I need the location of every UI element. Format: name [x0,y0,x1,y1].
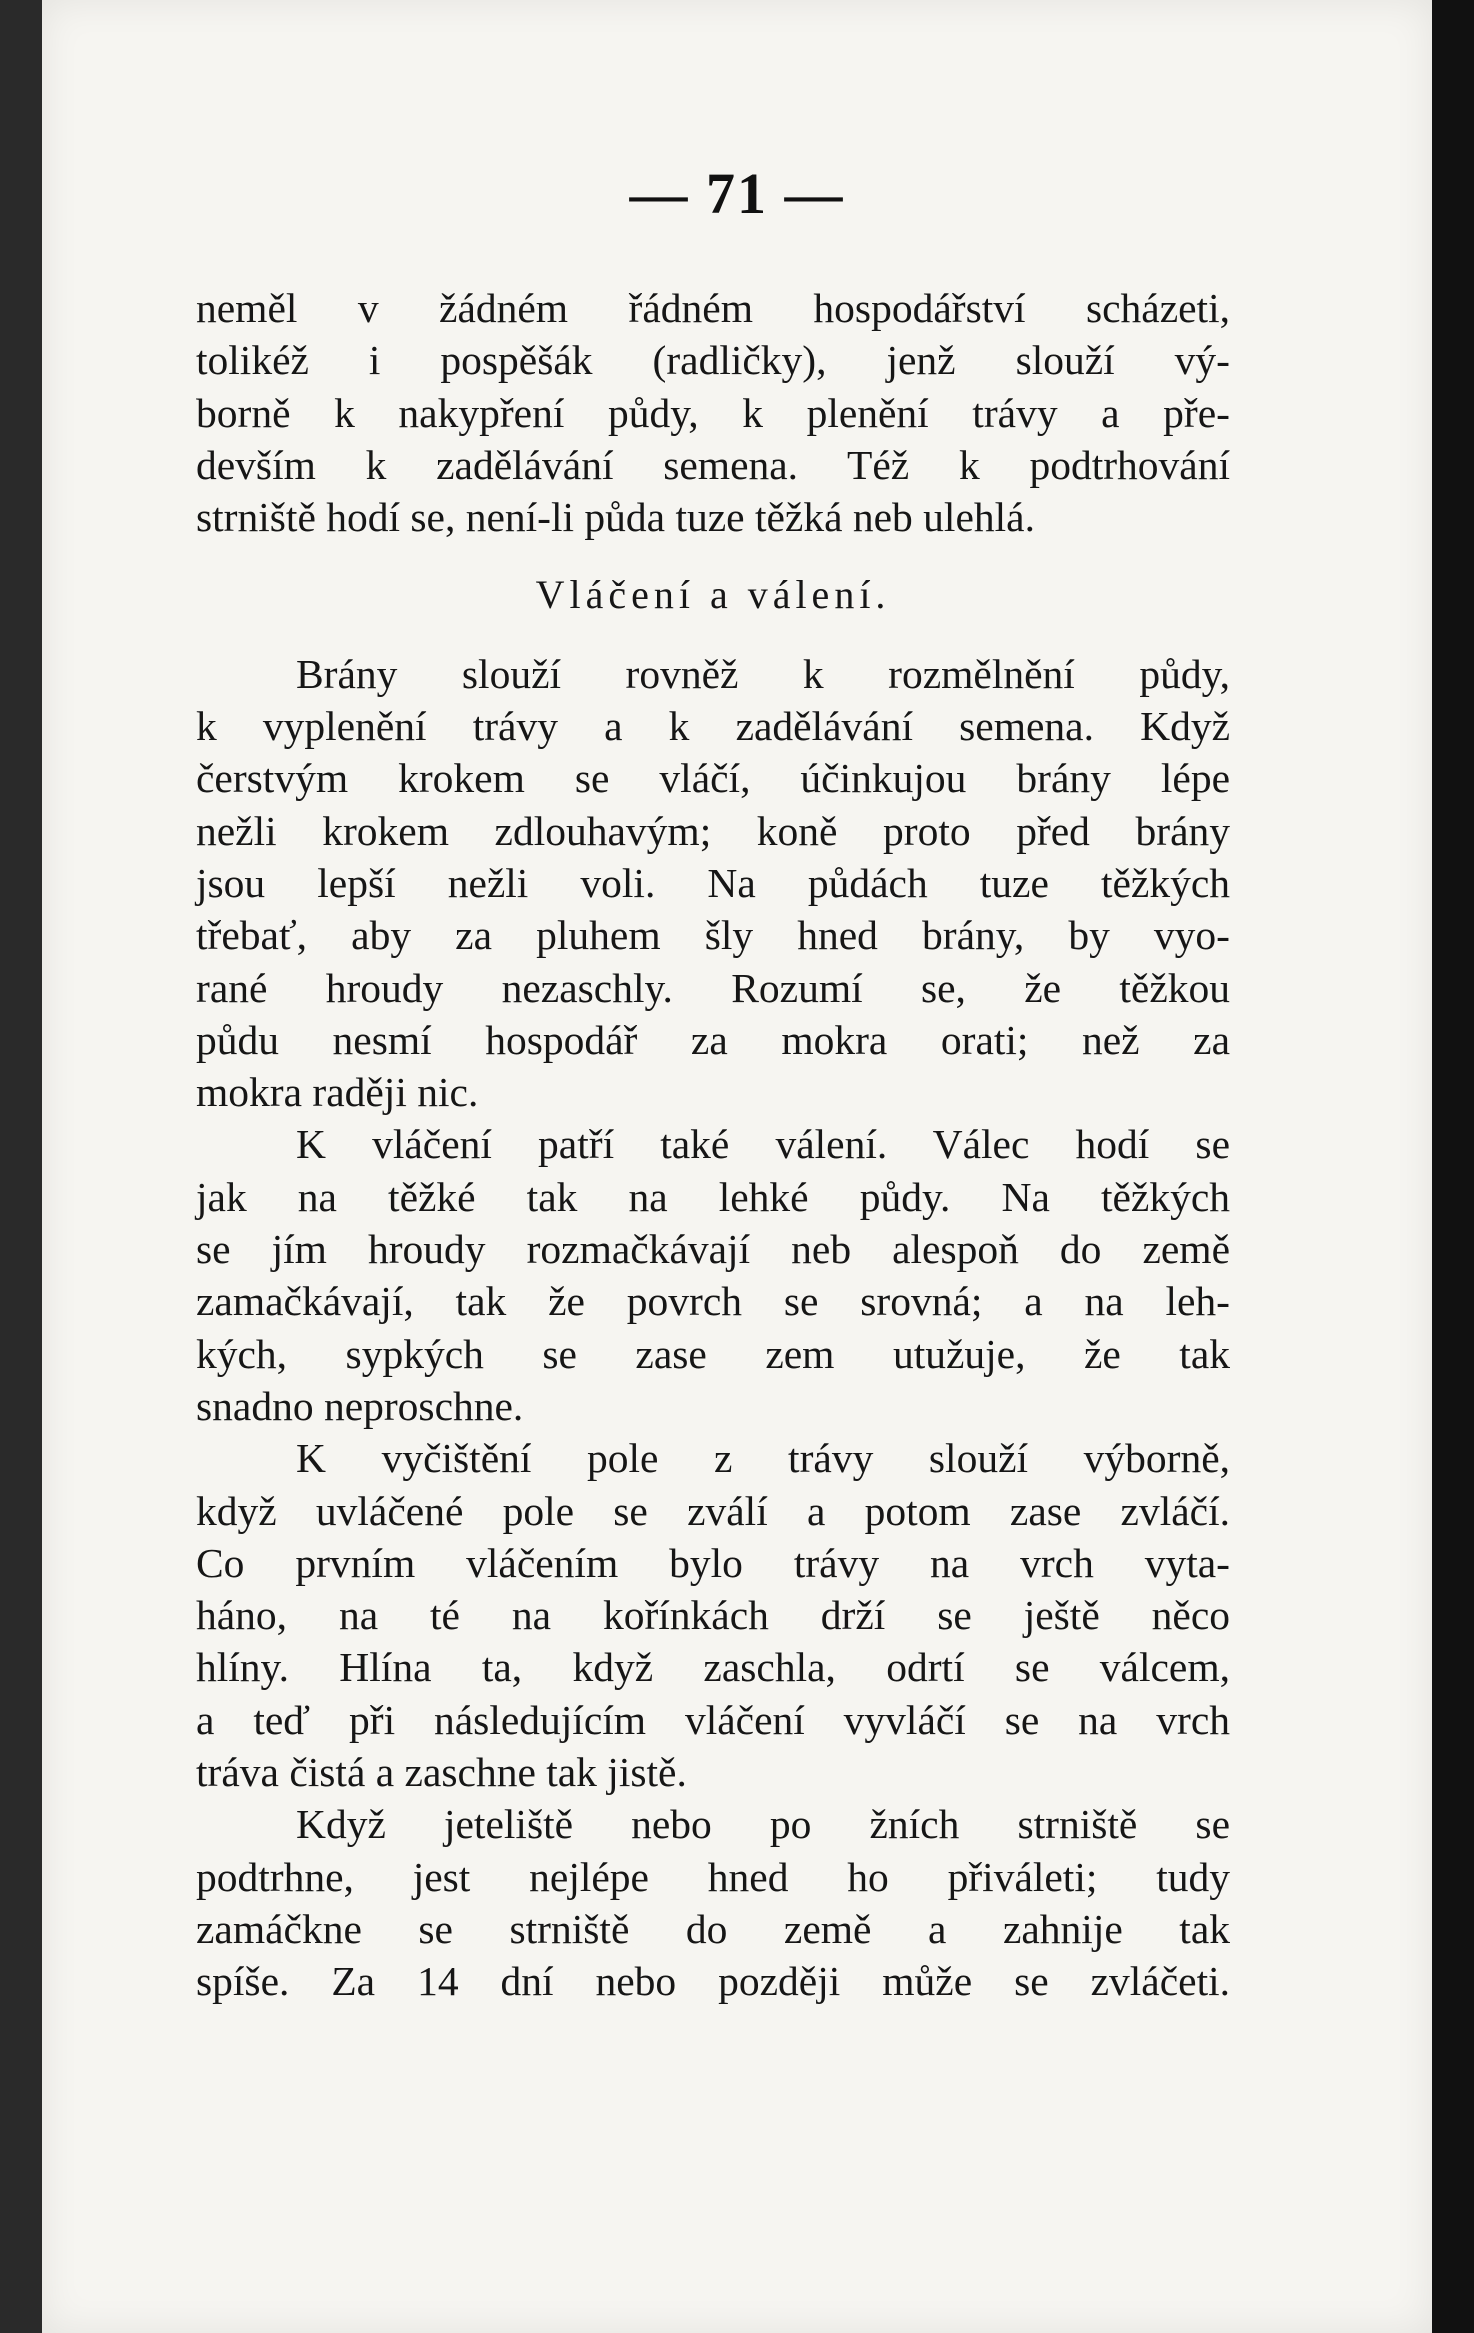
text-line: Co prvním vláčením bylo trávy na vrch vyta- [196,1539,1230,1586]
text-line: spíše. Za 14 dní nebo později může se zvláčeti. [196,1958,1230,2005]
text-line: strniště hodí se, není-li půda tuze těžká neb ulehlá. [196,494,1035,541]
text-line: čerstvým krokem se vláčí, účinkujou brány lépe [196,755,1230,802]
spacer [196,543,1230,569]
paragraph-start: K vyčištění pole z trávy slouží výborně, [296,1435,1230,1482]
text-line: tráva čistá a zaschne tak jistě. [196,1749,687,1796]
text-line: když uvláčené pole se zválí a potom zase zvláčí. [196,1487,1230,1534]
text-line: borně k nakypření půdy, k plenění trávy a pře- [196,389,1230,436]
paragraph-start: Brány slouží rovněž k rozmělnění půdy, [296,650,1230,697]
section-heading: Vláčení a válení. [535,572,891,618]
text-line: zamačkávají, tak že povrch se srovná; a na leh- [196,1278,1230,1325]
text-line: nežli krokem zdlouhavým; koně proto před brány [196,807,1230,854]
text-line: zamáčkne se strniště do země a zahnije tak [196,1905,1230,1952]
right-page-edge [1432,0,1474,2333]
text-line: se jím hroudy rozmačkávají neb alespoň do země [196,1226,1230,1273]
text-line: podtrhne, jest nejlépe hned ho přiváleti; tudy [196,1853,1230,1900]
text-line: jsou lepší nežli voli. Na půdách tuze těžkých [196,859,1230,906]
paragraph-start: K vláčení patří také válení. Válec hodí se [296,1121,1230,1168]
text-line: tolikéž i pospěšák (radličky), jenž slouží vý- [196,337,1230,384]
text-line: a teď při následujícím vláčení vyvláčí se na vrch [196,1696,1230,1743]
paragraph-start: Když jeteliště nebo po žních strniště se [296,1801,1230,1848]
text-line: třebať, aby za pluhem šly hned brány, by vyo- [196,912,1230,959]
text-line: snadno neproschne. [196,1382,524,1429]
text-line: rané hroudy nezaschly. Rozumí se, že těžkou [196,964,1230,1011]
left-page-edge [0,0,42,2333]
text-line: k vyplenění trávy a k zadělávání semena. Když [196,703,1230,750]
text-line: hlíny. Hlína ta, když zaschla, odrtí se válcem, [196,1644,1230,1691]
text-line: neměl v žádném řádném hospodářství scházeti, [196,285,1230,331]
text-line: jak na těžké tak na lehké půdy. Na těžkých [196,1173,1230,1220]
text-line: mokra raději nic. [196,1069,479,1116]
spacer [196,622,1230,648]
text-line: devším k zadělávání semena. Též k podtrhování [196,441,1230,488]
text-line: háno, na té na kořínkách drží se ještě něco [196,1592,1230,1639]
text-line: kých, sypkých se zase zem utužuje, že tak [196,1330,1230,1377]
body-text [196,282,1230,2008]
text-line: půdu nesmí hospodář za mokra orati; než za [196,1016,1230,1063]
page-number: — 71 — [629,161,845,226]
